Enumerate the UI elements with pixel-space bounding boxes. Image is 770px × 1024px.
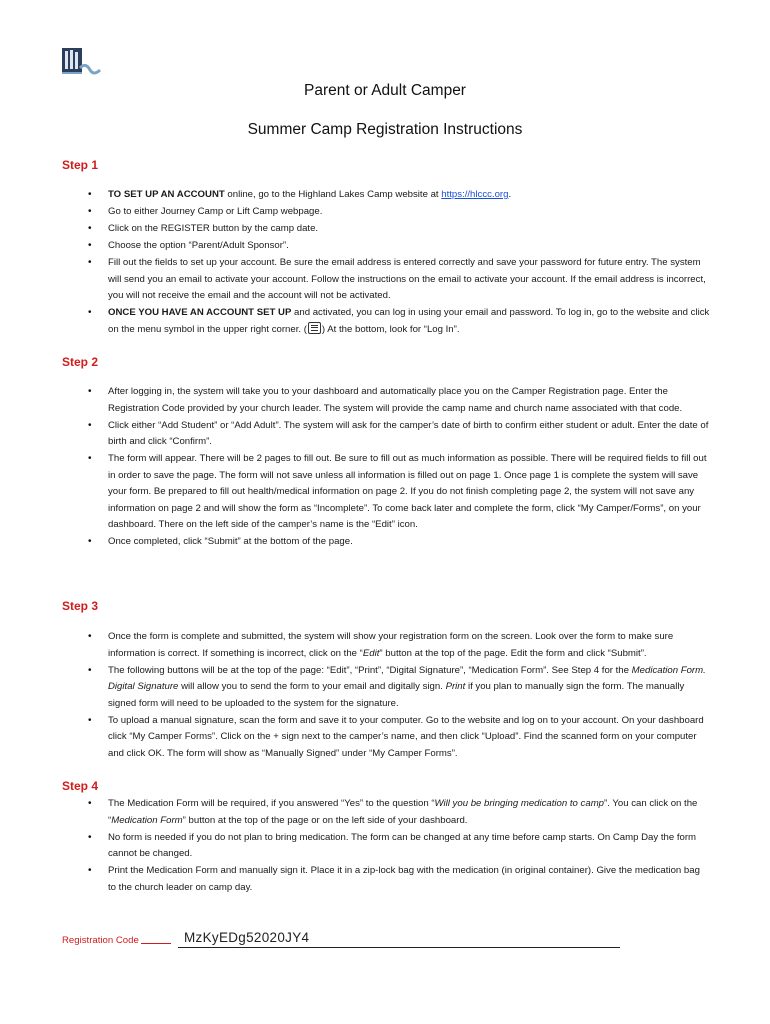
page-title: Parent or Adult Camper	[304, 82, 466, 99]
list-item: • ONCE YOU HAVE AN ACCOUNT SET UP and activated, you can log in using your email and password. To log in, go to the website and click on the menu symbol in the upper right corner. ( ) At the bottom, look for “Log In”.	[0, 305, 770, 338]
list-item: • Once completed, click “Submit” at the bottom of the page.	[0, 534, 770, 551]
step-3-heading: Step 3	[62, 599, 99, 613]
registration-code-value: MzKyEDg52020JY4	[178, 929, 620, 948]
list-item: • Once the form is complete and submitted, the system will show your registration form on the screen. Look over the form to make sure information is correct. If something is incorrect, click on the “Edit” button at the top of the page. Edit the form and click “Submit”.	[0, 629, 770, 662]
registration-code-row	[62, 930, 622, 955]
step-4-list	[0, 796, 770, 897]
list-item: • The following buttons will be at the top of the page: “Edit”, “Print”, “Digital Signature”, “Medication Form”. See Step 4 for the Medication Form. Digital Signature will allow you to send the form to your email and digitally sign. Print if you plan to manually sign the form. The manually signed form will need to be uploaded to the system for the signature.	[0, 663, 770, 713]
list-item: • To upload a manual signature, scan the form and save it to your computer. Go to the website and log on to your account. On your dashboard click “My Camper Forms”. Click on the + sign next to the camper’s name, and then click “Upload”. Find the scanned form on your computer and click OK. The form will show as “Manually Signed” under “My Camper Forms”.	[0, 713, 770, 763]
list-item: • Fill out the fields to set up your account. Be sure the email address is entered correctly and save your password for future entry. The system will send you an email to activate your account. Follow the instructions on the email to activate your account. If the email address is incorrect, you will not receive the email and the account will not be activated.	[0, 255, 770, 305]
list-item: • No form is needed if you do not plan to bring medication. The form can be changed at any time before camp starts. On Camp Day the form cannot be changed.	[0, 830, 770, 863]
list-item: • The Medication Form will be required, if you answered “Yes” to the question “Will you be bringing medication to camp”. You can click on the “Medication Form” button at the top of the page or on the left side of your dashboard.	[0, 796, 770, 829]
label-underline	[141, 943, 171, 944]
list-item: • Choose the option “Parent/Adult Sponsor”.	[0, 238, 770, 255]
step-4-heading: Step 4	[62, 779, 99, 793]
step-1-list	[0, 187, 770, 339]
page-subtitle: Summer Camp Registration Instructions	[247, 121, 523, 138]
list-item: • Print the Medication Form and manually sign it. Place it in a zip-lock bag with the medication (in original container). Give the medication bag to the church leader on camp day.	[0, 863, 770, 896]
list-item: • Click on the REGISTER button by the camp date.	[0, 221, 770, 238]
website-link[interactable]: https://hlccc.org	[441, 189, 509, 200]
step-3-list	[0, 629, 770, 763]
step-2-list	[0, 384, 770, 551]
list-item: • After logging in, the system will take you to your dashboard and automatically place you on the Camper Registration page. Enter the Registration Code provided by your church leader. The system will provide the camp name and church name associated with that code.	[0, 384, 770, 417]
menu-icon	[308, 322, 321, 334]
list-item: • Click either “Add Student” or “Add Adult”. The system will ask for the camper’s date of birth to confirm either student or adult. Enter the date of birth and click “Confirm”.	[0, 418, 770, 451]
list-item: • TO SET UP AN ACCOUNT online, go to the Highland Lakes Camp website at https://hlccc.org.	[0, 187, 770, 204]
list-item: • Go to either Journey Camp or Lift Camp webpage.	[0, 204, 770, 221]
camp-logo	[60, 44, 102, 80]
registration-code-label: Registration Code	[62, 935, 139, 946]
step-1-heading: Step 1	[62, 158, 99, 172]
list-item: • The form will appear. There will be 2 pages to fill out. Be sure to fill out as much information as possible. There will be required fields to fill out in order to save the page. The form will not save unless all information is filled out on page 1. Once page 1 is complete the system will save your form. Be prepared to fill out health/medical information on page 2. If you do not finish completing page 2, the system will not save any information on page 2 and will show the form as “Incomplete”. To come back later and complete the form, click “My Camper/Forms”, on your dashboard. There on the left side of the camper’s name is the “Edit” icon.	[0, 451, 770, 534]
step-2-heading: Step 2	[62, 355, 99, 369]
